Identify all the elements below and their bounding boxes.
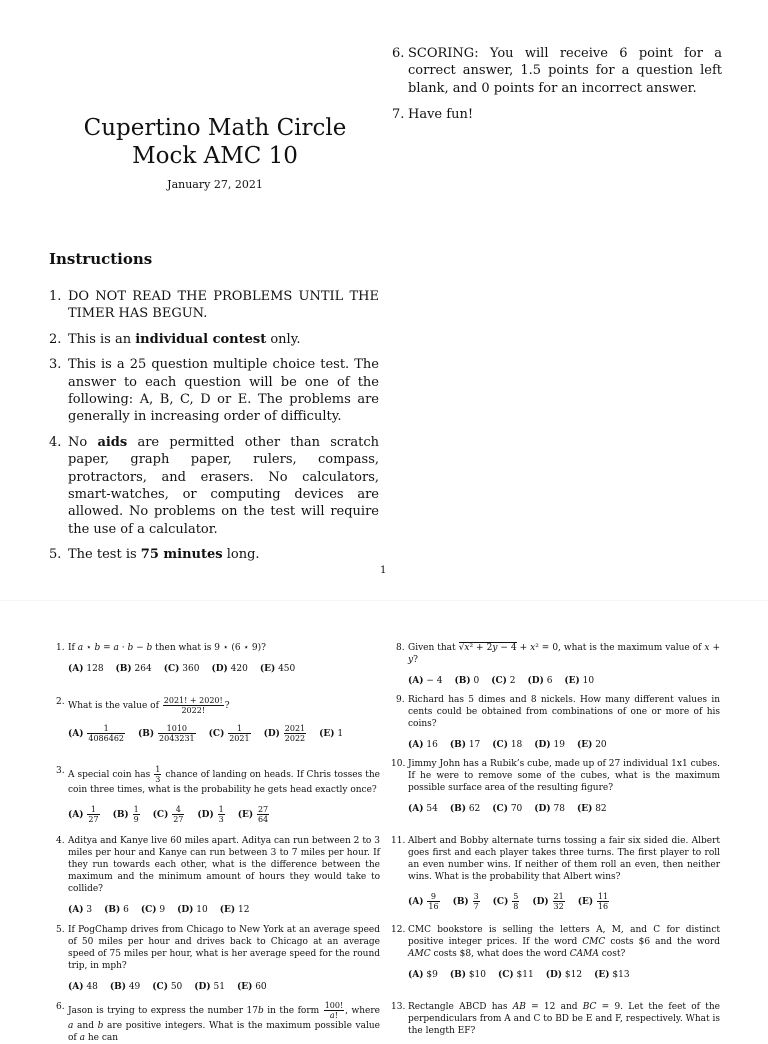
answer-choice: (D) $12 (545, 970, 583, 980)
answer-choices (68, 904, 380, 916)
problem-number: 4. (56, 836, 65, 846)
item-text: Have fun! (408, 107, 474, 123)
answer-choices (68, 724, 380, 743)
answer-choice: (C) 70 (492, 804, 523, 814)
problem-number: 5. (56, 925, 65, 935)
problem-13 (391, 1001, 720, 1037)
problem-number: 2. (56, 697, 65, 707)
answer-choice: (E) 60 (236, 982, 267, 992)
answer-choice: (B) 49 (109, 982, 141, 992)
answer-choice: (B) 0 (454, 676, 480, 686)
answer-choice: (A) 3 (68, 905, 93, 915)
problem-9 (396, 694, 720, 751)
answer-choice: (D) 78 (534, 804, 565, 814)
answer-choice: (B) $\frac{1}{9}$ (112, 805, 139, 824)
title-line-1: Cupertino Math Circle (83, 115, 347, 141)
problem-number: 12. (391, 925, 406, 935)
instructions-heading: Instructions (49, 250, 153, 268)
problem-statement: A special coin has $\frac{1}{3}$ chance of landing on heads. If Chris tosses the coin three times, what is the probability he gets head exactly once? (68, 765, 380, 795)
item-number: 6. (392, 46, 405, 61)
problem-5 (56, 924, 380, 993)
problem-number: 9. (396, 695, 405, 705)
instruction-item-1 (392, 45, 722, 97)
answer-choice: (A) − 4 (408, 676, 443, 686)
instruction-item-2 (49, 331, 379, 348)
answer-choice: (D) 19 (534, 740, 565, 750)
problem-number: 13. (391, 1002, 406, 1012)
problem-11 (391, 835, 720, 911)
problem-statement: If PogChamp drives from Chicago to New York at an average speed of 50 miles per hour and drives back to Chicago at an average speed of 75 miles per hour, what is her average speed for the round trip, in mph? (68, 925, 380, 971)
problem-number: 10. (391, 759, 406, 769)
answer-choice: (B) 17 (449, 740, 481, 750)
answer-choice: (B) $\frac{3}{7}$ (452, 892, 479, 911)
problem-3 (56, 765, 380, 824)
item-number: 2. (49, 331, 62, 347)
problem-statement: Jimmy John has a Rubik’s cube, made up of 27 individual 1x1 cubes. If he were to remove some of the cubes, what is the maximum possible surface area of the resulting figure? (408, 759, 720, 793)
answer-choice: (B) $10 (449, 970, 486, 980)
problem-2 (56, 696, 380, 743)
item-number: 7. (392, 107, 405, 123)
instruction-item-3 (49, 356, 379, 426)
answer-choices (408, 969, 720, 981)
problem-statement: CMC bookstore is selling the letters A, M, and C for distinct positive integer prices. If the word CMC costs $6 and the word AMC costs $8, what does the word CAMA cost? (408, 925, 720, 959)
answer-choice: (A) 48 (68, 982, 98, 992)
problem-statement: Rectangle ABCD has AB = 12 and BC = 9. Let the feet of the perpendiculars from A and C to BD be E and F, respectively. What is the length EF? (408, 1002, 720, 1036)
item-number: 4. (49, 434, 62, 450)
answer-choice: (E) $13 (594, 970, 630, 980)
answer-choice: (B) 264 (115, 664, 152, 674)
problem-statement: Jason is trying to express the number 17b in the form $\frac{100!}{a!}$ , where a and b are positive integers. What is the maximum possible value of a he can (68, 1001, 380, 1043)
instruction-item-2 (392, 106, 722, 123)
problem-4 (56, 835, 380, 916)
problem-statement: Aditya and Kanye live 60 miles apart. Aditya can run between 2 to 3 miles per hour and Kanye can run between 3 to 7 miles per hour. If they run towards each other, what is the difference between the maximum and the minimum amount of hours they would take to collide? (68, 836, 380, 894)
answer-choice: (E) 450 (259, 664, 296, 674)
answer-choice: (D) $\frac{21}{32}$ (532, 892, 564, 911)
answer-choices (408, 739, 720, 751)
answer-choices (408, 892, 720, 911)
answer-choice: (C) 9 (140, 905, 166, 915)
instructions-list (49, 288, 379, 572)
answer-choice: (C) 360 (163, 664, 200, 674)
answer-choice: (E) $\frac{27}{64}$ (237, 805, 269, 824)
item-text: This is an individual contest only. (68, 331, 301, 347)
answer-choices (68, 981, 380, 993)
answer-choice: (E) 20 (576, 740, 607, 750)
answer-choice: (C) $\frac{4}{27}$ (152, 805, 184, 824)
scoring-list (392, 45, 722, 133)
item-text: SCORING: You will receive 6 point for a correct answer, 1.5 points for a question left blank, and 0 points for an incorrect answer. (408, 46, 722, 96)
instruction-item-1 (49, 288, 379, 323)
instruction-item-5 (49, 546, 379, 563)
problem-statement: What is the value of $\frac{2021! + 2020!}{2022!}$ ? (68, 696, 230, 715)
answer-choice: (A) $\frac{9}{16}$ (408, 892, 439, 911)
answer-choice: (C) $11 (498, 970, 534, 980)
problem-number: 3. (56, 766, 65, 776)
answer-choice: (C) $\frac{1}{2021}$ (208, 724, 250, 743)
document-title (60, 114, 370, 170)
answer-choice: (D) 10 (177, 905, 208, 915)
answer-choices (408, 803, 720, 815)
answer-choices (408, 675, 720, 687)
answer-choice: (A) $\frac{1}{4086462}$ (68, 724, 125, 743)
answer-choice: (C) 18 (492, 740, 523, 750)
problem-10 (391, 758, 720, 815)
answer-choice: (B) 62 (449, 804, 481, 814)
answer-choice: (D) $\frac{2021}{2022}$ (263, 724, 306, 743)
problem-statement: If a ⋆ b = a · b − b then what is 9 ⋆ (6 ⋆ 9)? (68, 643, 266, 653)
answer-choice: (D) 420 (211, 664, 248, 674)
item-text: No aids are permitted other than scratch paper, graph paper, rulers, compass, protractors, and erasers. No calculators, smart-watches, or computing devices are allowed. No problems on the test will require the use of a calculator. (68, 434, 380, 537)
answer-choice: (E) 12 (219, 905, 250, 915)
document-date: January 27, 2021 (167, 178, 263, 191)
problem-number: 1. (56, 643, 65, 653)
answer-choice: (D) 6 (527, 676, 553, 686)
answer-choice: (E) 1 (319, 729, 344, 739)
problem-6 (56, 1001, 380, 1044)
answer-choice: (C) 50 (152, 982, 183, 992)
answer-choice: (D) $\frac{1}{3}$ (197, 805, 224, 824)
item-number: 1. (49, 289, 62, 304)
answer-choice: (E) 82 (576, 804, 607, 814)
item-text: The test is 75 minutes long. (68, 547, 260, 563)
answer-choice: (E) $\frac{11}{16}$ (577, 892, 609, 911)
item-text: DO NOT READ THE PROBLEMS UNTIL THE TIMER HAS BEGUN. (68, 289, 379, 322)
title-line-2: Mock AMC 10 (132, 143, 298, 169)
answer-choice: (B) 6 (104, 905, 129, 915)
problem-12 (391, 924, 720, 981)
problem-statement: Richard has 5 dimes and 8 nickels. How many different values in cents could be obtained from combinations of one or more of his coins? (408, 695, 720, 729)
problem-number: 6. (56, 1002, 65, 1012)
answer-choice: (C) $\frac{5}{8}$ (492, 892, 519, 911)
answer-choices (68, 805, 380, 824)
instruction-item-4 (49, 434, 379, 538)
problem-8 (396, 642, 721, 687)
answer-choice: (B) $\frac{1010}{2043231}$ (138, 724, 195, 743)
page-divider (0, 600, 768, 601)
problem-number: 8. (396, 643, 405, 653)
answer-choice: (A) $9 (408, 970, 438, 980)
answer-choice: (A) 54 (408, 804, 438, 814)
answer-choice: (D) 51 (194, 982, 225, 992)
item-text: This is a 25 question multiple choice test. The answer to each question will be one of the following: A, B, C, D or E. The problems are generally in increasing order of difficulty. (68, 357, 379, 425)
item-number: 5. (49, 547, 62, 563)
answer-choice: (C) 2 (491, 676, 516, 686)
answer-choice: (A) 16 (408, 740, 438, 750)
page-number: 1 (380, 565, 387, 576)
item-number: 3. (49, 357, 62, 373)
problem-statement: Given that √x² + 2y − 4 + x² = 0, what is the maximum value of x + y? (408, 643, 721, 665)
answer-choice: (E) 10 (564, 676, 595, 686)
answer-choice: (A) 128 (68, 664, 104, 674)
problem-1 (56, 642, 380, 675)
problem-statement: Albert and Bobby alternate turns tossing a fair six sided die. Albert goes first and each player takes three turns. The first player to roll an even number wins. If neither of them roll an even, then neither wins. What is the probability that Albert wins? (408, 836, 720, 882)
answer-choice: (A) $\frac{1}{27}$ (68, 805, 99, 824)
answer-choices (68, 663, 380, 675)
problem-number: 11. (391, 836, 406, 846)
